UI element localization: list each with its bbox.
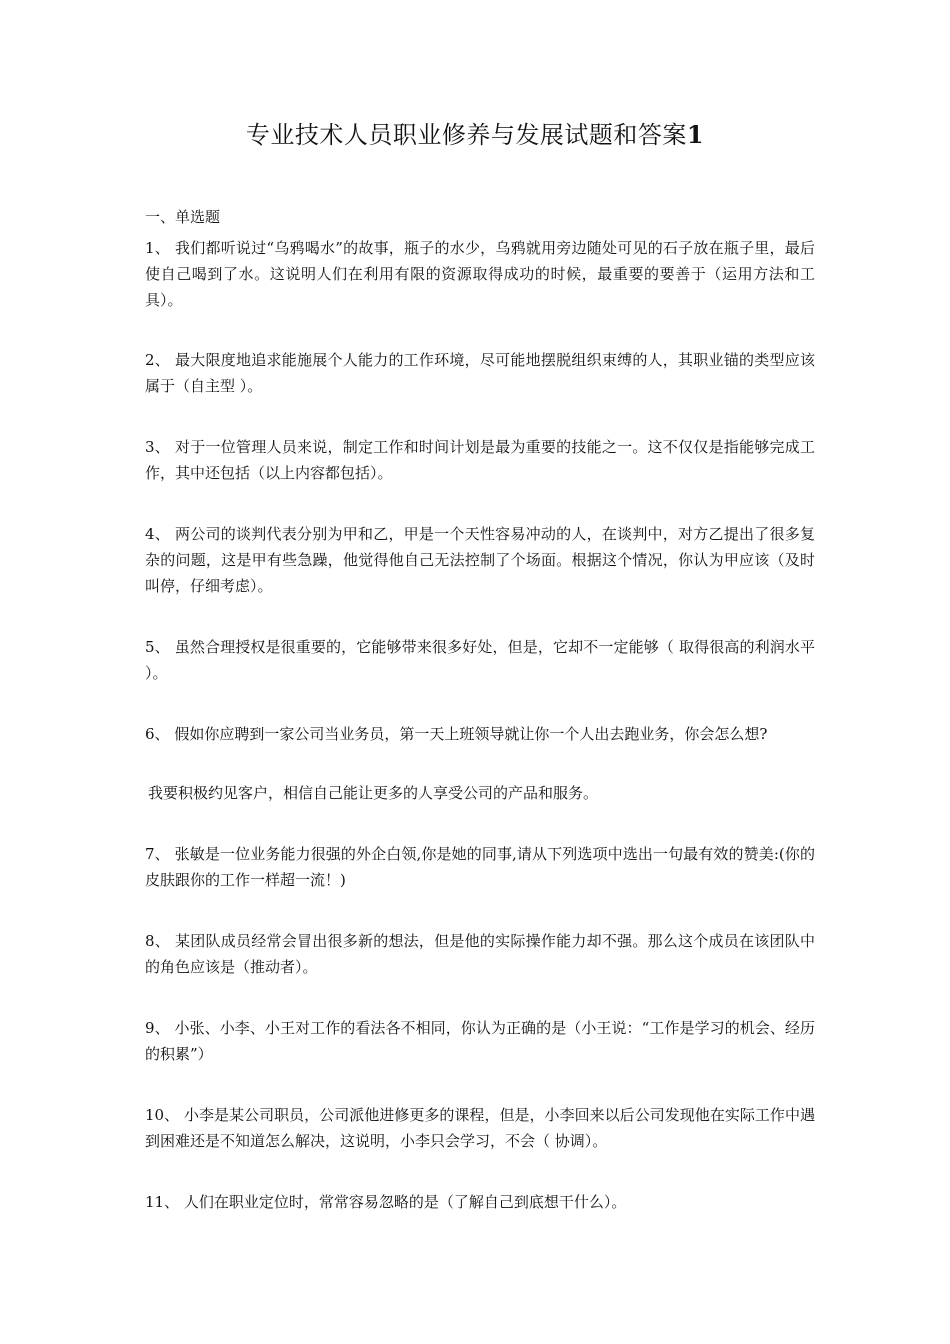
question-4 [145,521,815,599]
question-text: 小张、小李、小王对工作的看法各不相同，你认为正确的是（小王说：“工作是学习的机会、经历的积累”） [145,1019,815,1063]
question-number: 11、 [145,1193,180,1211]
question-number: 7、 [145,845,170,863]
question-number: 8、 [145,932,171,950]
question-number: 6、 [145,725,170,743]
question-text: 某团队成员经常会冒出很多新的想法，但是他的实际操作能力却不强。那么这个成员在该团队中的角色应该是（推动者）。 [145,932,815,976]
question-number: 5、 [145,638,170,656]
question-number: 4、 [145,525,171,543]
question-2 [145,347,815,399]
page-title [0,118,950,152]
question-11 [145,1189,815,1215]
question-number: 1、 [145,239,171,257]
question-text: 人们在职业定位时，常常容易忽略的是（了解自己到底想干什么）。 [183,1193,627,1211]
question-6 [145,721,815,747]
question-text: 对于一位管理人员来说，制定工作和时间计划是最为重要的技能之一。这不仅仅是指能够完成工作，其中还包括（以上内容都包括）。 [145,438,815,482]
question-text: 假如你应聘到一家公司当业务员，第一天上班领导就让你一个人出去跑业务，你会怎么想? [174,725,768,743]
question-5 [145,634,815,686]
question-text: 最大限度地追求能施展个人能力的工作环境，尽可能地摆脱组织束缚的人，其职业锚的类型应该属于（自主型 ）。 [145,351,815,395]
question-10 [145,1102,815,1154]
question-number: 2、 [145,351,171,369]
question-1 [145,235,815,313]
question-7 [145,841,815,893]
question-9 [145,1015,815,1067]
question-8 [145,928,815,980]
question-text: 虽然合理授权是很重要的，它能够带来很多好处，但是，它却不一定能够（ 取得很高的利润水平 ）。 [145,638,815,682]
question-number: 10、 [145,1106,180,1124]
section-heading: 一、单选题 [145,208,221,226]
question-number: 9、 [145,1019,170,1037]
title-text: 专业技术人员职业修养与发展试题和答案 [245,121,687,149]
question-number: 3、 [145,438,171,456]
title-number: 1 [686,120,705,149]
question-text: 我们都听说过“乌鸦喝水”的故事，瓶子的水少，乌鸦就用旁边随处可见的石子放在瓶子里，最后使自己喝到了水。这说明人们在利用有限的资源取得成功的时候，最重要的要善于（运用方法和工具）。 [145,239,815,309]
question-3 [145,434,815,486]
question-text: 两公司的谈判代表分别为甲和乙，甲是一个天性容易冲动的人，在谈判中，对方乙提出了很多复杂的问题，这是甲有些急躁，他觉得他自己无法控制了个场面。根据这个情况，你认为甲应该（及时叫停，仔细考虑）。 [145,525,815,595]
question-text: 张敏是一位业务能力很强的外企白领,你是她的同事,请从下列选项中选出一句最有效的赞美:(你的皮肤跟你的工作一样超一流！) [145,845,815,889]
question-text: 小李是某公司职员，公司派他进修更多的课程，但是，小李回来以后公司发现他在实际工作中遇到困难还是不知道怎么解决，这说明，小李只会学习，不会（ 协调）。 [145,1106,815,1150]
question-6-answer: 我要积极约见客户，相信自己能让更多的人享受公司的产品和服务。 [148,784,599,802]
